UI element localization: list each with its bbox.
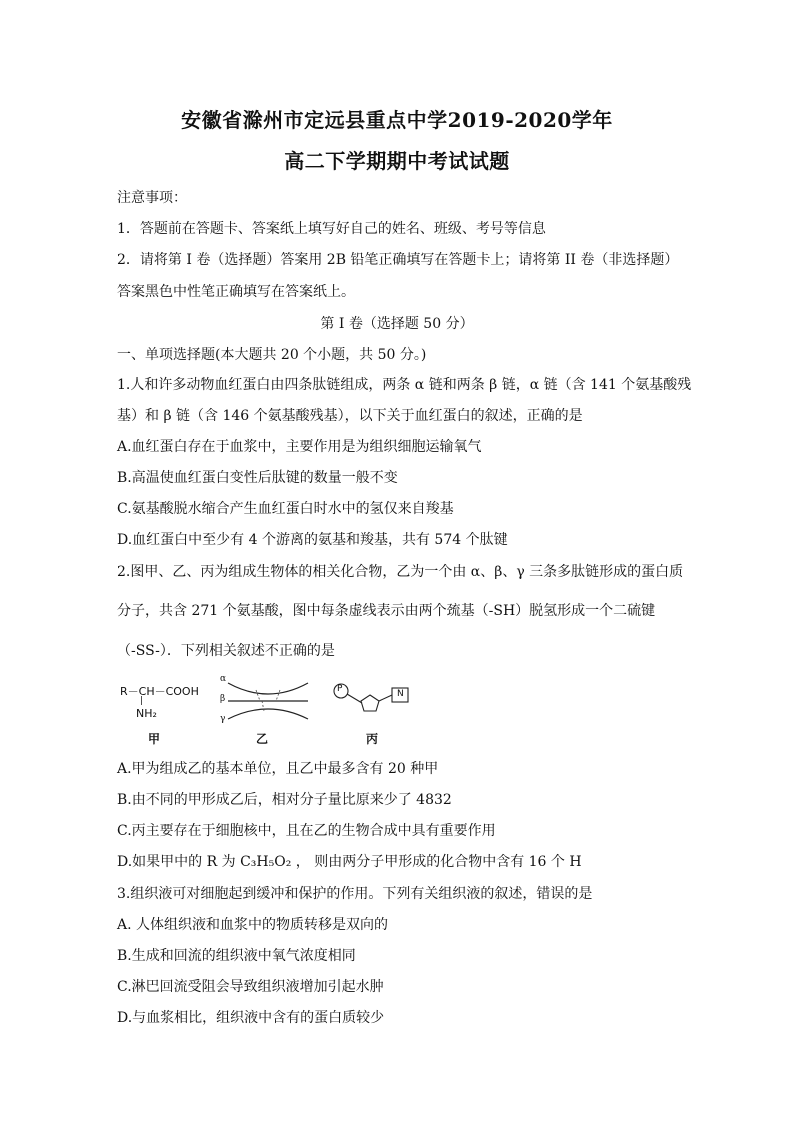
disulfide-bond [256, 690, 260, 701]
notice-item-2-cont: 答案黑色中性笔正确填写在答案纸上。 [117, 284, 355, 300]
question-2-stem-cont-2: （-SS-）．下列相关叙述不正确的是 [117, 643, 335, 659]
notice-item-1: 1．答题前在答题卡、答案纸上填写好自己的姓名、班级、考号等信息 [117, 221, 546, 237]
question-1-option-d: D.血红蛋白中至少有 4 个游离的氨基和羧基，共有 574 个肽键 [117, 532, 508, 548]
beta-label: β [220, 694, 226, 704]
notice-heading: 注意事项： [117, 190, 187, 206]
nucleotide-diagram [332, 681, 418, 721]
document-title: 安徽省滁州市定远县重点中学2019-2020学年 [181, 108, 613, 132]
question-3-stem: 3.组织液可对细胞起到缓冲和保护的作用。下列有关组织液的叙述，错误的是 [117, 886, 593, 902]
part-heading: 一、单项选择题(本大题共 20 个小题，共 50 分。) [117, 347, 427, 363]
phosphate-bond [347, 694, 362, 703]
figure-label-bing: 丙 [366, 732, 379, 746]
question-3-option-b: B.生成和回流的组织液中氧气浓度相同 [117, 948, 356, 964]
base-label: N [397, 689, 404, 699]
alpha-chain [228, 683, 308, 694]
figure-label-yi: 乙 [256, 732, 269, 746]
amino-acid-bond: | [140, 696, 144, 706]
protein-chains-diagram [216, 675, 316, 725]
question-2-option-a: A.甲为组成乙的基本单位，且乙中最多含有 20 种甲 [117, 761, 439, 777]
amino-acid-group: NH₂ [136, 707, 157, 720]
pentose-ring [361, 695, 379, 711]
question-1-option-b: B.高温使血红蛋白变性后肽键的数量一般不变 [117, 470, 398, 486]
document-subtitle: 高二下学期期中考试试题 [284, 149, 510, 173]
alpha-label: α [220, 674, 227, 684]
question-2-figure [118, 675, 418, 745]
question-1-stem: 1.人和许多动物血红蛋白由四条肽链组成，两条 α 链和两条 β 链，α 链（含 141 个氨基酸残 [117, 377, 692, 393]
phosphate-label: P [337, 684, 343, 694]
gamma-chain [228, 709, 308, 719]
question-3-option-c: C.淋巴回流受阻会导致组织液增加引起水肿 [117, 979, 384, 995]
question-1-stem-cont: 基）和 β 链（含 146 个氨基酸残基），以下关于血红蛋白的叙述，正确的是 [117, 408, 583, 424]
question-3-option-a: A. 人体组织液和血浆中的物质转移是双向的 [117, 917, 389, 933]
question-2-option-c: C.丙主要存在于细胞核中，且在乙的生物合成中具有重要作用 [117, 823, 496, 839]
question-1-option-a: A.血红蛋白存在于血浆中，主要作用是为组织细胞运输氧气 [117, 439, 482, 455]
question-2-stem-cont: 分子，共含 271 个氨基酸，图中每条虚线表示由两个巯基（-SH）脱氢形成一个二硫键 [117, 603, 656, 619]
section-title: 第 I 卷（选择题 50 分） [320, 316, 474, 332]
question-2-option-d: D.如果甲中的 R 为 C₃H₅O₂ ， 则由两分子甲形成的化合物中含有 16 个 H [117, 854, 582, 870]
base-bond [379, 695, 392, 701]
question-2-option-b: B.由不同的甲形成乙后，相对分子量比原来少了 4832 [117, 792, 452, 808]
amino-acid-formula: R－CH－COOH [120, 685, 199, 698]
question-2-stem: 2.图甲、乙、丙为组成生物体的相关化合物，乙为一个由 α、β、γ 三条多肽链形成的蛋白质 [117, 564, 684, 580]
notice-item-2: 2．请将第 I 卷（选择题）答案用 2B 铅笔正确填写在答题卡上；请将第 II 卷（非选择题） [117, 252, 679, 268]
disulfide-bond [276, 690, 280, 701]
question-3-option-d: D.与血浆相比，组织液中含有的蛋白质较少 [117, 1010, 385, 1026]
figure-label-jia: 甲 [148, 732, 161, 746]
gamma-label: γ [220, 714, 226, 724]
question-1-option-c: C.氨基酸脱水缩合产生血红蛋白时水中的氢仅来自羧基 [117, 501, 454, 517]
